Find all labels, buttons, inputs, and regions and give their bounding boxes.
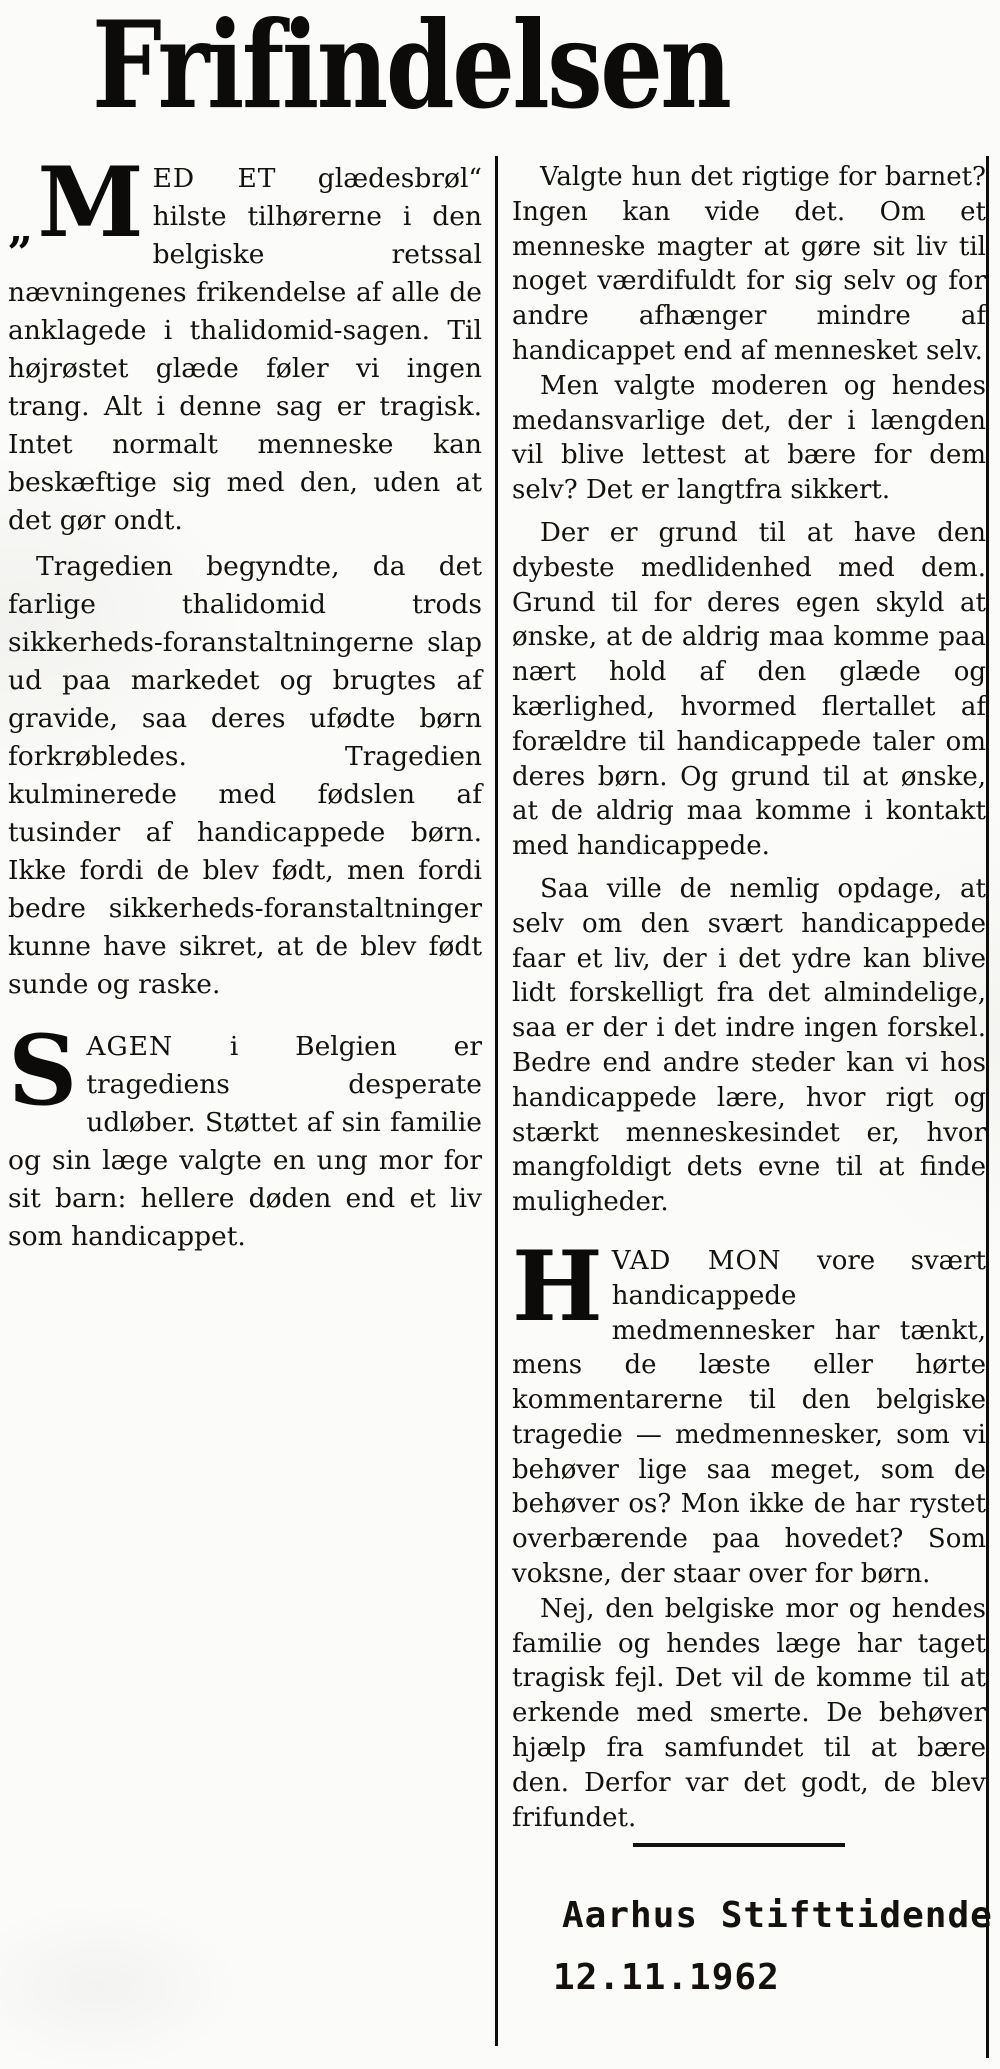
dropcap <box>512 1229 603 1343</box>
source-name: Aarhus Stifttidende <box>562 1895 993 1936</box>
article-paragraph <box>512 160 986 369</box>
paragraph-text: vore svært handicappede medmennesker har tænkt, mens de læste eller hørte kommentarerne til den belgiske tragedie — medmennesker, som vi behøver lige saa meget, som de behøver os? Mon ikke de har rystet overbærende paa hovedet? Som voksne, der staar over for børn. <box>512 1245 986 1590</box>
paragraph-text: Men valgte moderen og hendes medansvarlige det, der i længden vil blive lettest at bære for dem selv? Det er langtfra sikkert. <box>512 370 986 506</box>
paragraph-text: Valgte hun det rigtige for barnet? Ingen kan vide det. Om et menneske magter at gøre sit liv til noget værdifuldt for sig selv og for andre afhænger mindre af handicappet end af mennesket selv. <box>512 162 986 366</box>
dropcap-letter: H <box>512 1229 603 1343</box>
dropcap-letter: S <box>8 1013 78 1127</box>
dropcap <box>8 145 144 259</box>
article-paragraph <box>512 1229 986 1592</box>
source-date: 12.11.1962 <box>553 1957 780 1998</box>
right-border-line <box>986 156 989 2058</box>
left-column <box>8 145 482 1256</box>
column-divider-line <box>495 156 498 2046</box>
article-paragraph <box>512 369 986 508</box>
article-paragraph <box>8 145 482 540</box>
article-paragraph <box>8 548 482 1004</box>
headline: Frifindelsen <box>92 0 730 136</box>
paragraph-text: Der er grund til at have den dybeste medlidenhed med dem. Grund til for deres egen skyld at ønske, at de aldrig maa komme paa nært hold af den glæde og kærlighed, hvormed flertallet af forældre til handicappede taler om deres børn. Og grund til at ønske, at de aldrig maa komme i kontakt med handicappede. <box>512 517 986 862</box>
article-paragraph <box>512 872 986 1220</box>
paragraph-text: i Belgien er tragediens desperate udløber. Støttet af sin familie og sin læge valgte en ung mor for sit barn: hellere døden end et liv som handicappet. <box>8 1031 482 1252</box>
dropcap <box>8 1013 78 1127</box>
opening-quote: „ <box>8 202 34 254</box>
lead-in-caps: VAD MON <box>611 1245 782 1276</box>
article-paragraph <box>512 516 986 864</box>
dropcap-letter: M <box>37 145 144 259</box>
footer-divider-rule <box>633 1843 845 1847</box>
paragraph-text: Tragedien begyndte, da det farlige thalidomid trods sikkerheds-foranstaltningerne slap ud paa markedet og brugtes af gravide, saa deres ufødte børn forkrøbledes. Tragedien kulminerede med fødslen af tusinder af handicappede børn. Ikke fordi de blev født, men fordi bedre sikkerheds-foranstaltninger kunne have sikret, at de blev født sunde og raske. <box>8 551 482 1000</box>
lead-in-caps: AGEN <box>86 1031 174 1062</box>
article-paragraph <box>8 1013 482 1256</box>
right-column <box>512 160 986 1835</box>
paragraph-text: glædesbrøl“ hilste tilhørerne i den belgiske retssal nævningenes frikendelse af alle de anklagede i thalidomid-sagen. Til højrøstet glæde føler vi ingen trang. Alt i denne sag er tragisk. Intet normalt menneske kan beskæftige sig med den, uden at det gør ondt. <box>8 163 482 536</box>
lead-in-caps: ED ET <box>152 163 277 194</box>
paragraph-text: Saa ville de nemlig opdage, at selv om den svært handicappede faar et liv, der i det ydre kan blive lidt forskelligt fra det almindelige, saa er der i det indre ingen forskel. Bedre end andre steder kan vi hos handicappede lære, hvor rigt og stærkt menneskesindet er, hvor mangfoldigt dets evne til at finde muligheder. <box>512 873 986 1218</box>
article-paragraph <box>512 1592 986 1836</box>
paragraph-text: Nej, den belgiske mor og hendes familie og hendes læge har taget tragisk fejl. Det vil de komme til at erkende med smerte. De behøver hjælp fra samfundet til at bære den. Derfor var det godt, de blev frifundet. <box>512 1593 986 1833</box>
